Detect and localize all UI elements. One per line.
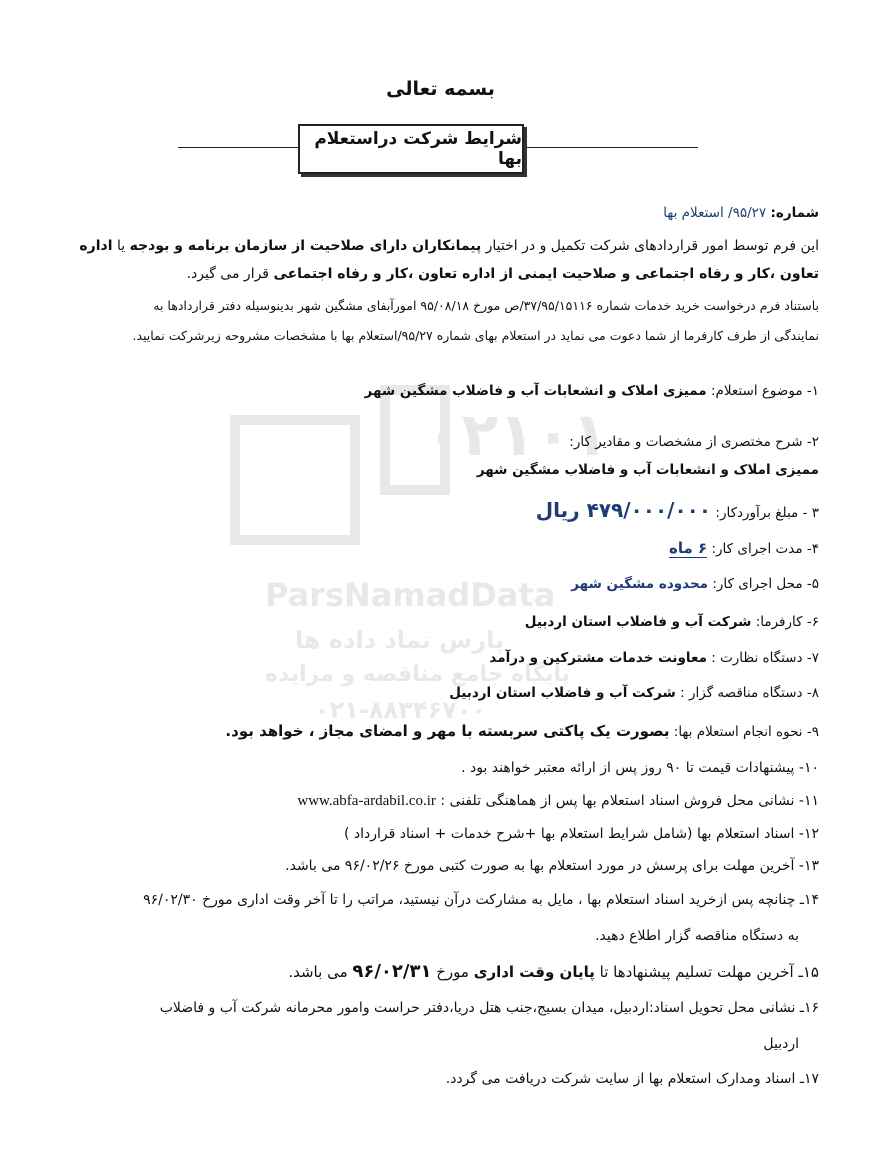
intro-bold: پیمانکاران دارای صلاحیت از سازمان برنامه و بودجه — [129, 238, 482, 254]
number-label: شماره: — [770, 205, 819, 221]
website-link[interactable]: www.abfa-ardabil.co.ir — [297, 793, 436, 809]
item-3 — [536, 498, 819, 522]
intro-text: این فرم توسط امور قراردادهای شرکت تکمیل و در اختیار — [481, 238, 819, 254]
item-label: ۸- دستگاه مناقصه گزار : — [675, 685, 819, 701]
item-bold: پایان وقت اداری — [473, 963, 595, 981]
item-value: معاونت خدمات مشترکین و درآمد — [489, 650, 707, 666]
estimated-amount: ۴۷۹/۰۰۰/۰۰۰ ریال — [535, 498, 712, 522]
intro-line-2 — [187, 266, 819, 282]
item-label: ۶- کارفرما: — [751, 614, 819, 630]
item-16-line-1: ۱۶ـ نشانی محل تحویل اسناد:اردبیل، میدان بسیج،جنب هتل دریا،دفتر حراست وامور محرمانه شرکت آب و فاضلاب — [159, 1000, 819, 1016]
item-6 — [525, 614, 819, 630]
item-15 — [288, 961, 819, 982]
item-11 — [297, 793, 819, 810]
banner-box — [298, 124, 524, 174]
item-10: ۱۰- پیشنهادات قیمت تا ۹۰ روز پس از ارائه معتبر خواهند بود . — [461, 760, 819, 776]
item-9 — [225, 722, 819, 740]
watermark-line1: پارس نماد داده ها — [295, 626, 505, 654]
item-label: ۳ - مبلغ برآوردکار: — [711, 505, 819, 521]
item-label: ۹- نحوه انجام استعلام بها: — [669, 724, 819, 740]
number-value: ۹۵/۲۷/ استعلام بها — [663, 205, 767, 221]
watermark-brand: ParsNamadData — [265, 576, 556, 614]
item-17: ۱۷ـ اسناد ومدارک استعلام بها از سایت شرکت دریافت می گردد. — [445, 1071, 819, 1087]
intro-bold: تعاون ،کار و رفاه اجتماعی و صلاحیت ایمنی از اداره تعاون ،کار و رفاه اجتماعی — [273, 266, 819, 282]
item-label: ۱- موضوع استعلام: — [706, 383, 819, 399]
item-2-label: ۲- شرح مختصری از مشخصات و مقادیر کار: — [569, 434, 819, 450]
item-7 — [489, 650, 819, 666]
banner-text: شرایط شرکت دراستعلام بها — [314, 129, 522, 169]
item-value: ممیزی املاک و انشعابات آب و فاضلاب مشگین شهر — [364, 383, 707, 399]
item-16-line-2: اردبیل — [763, 1036, 799, 1052]
intro-line-4: نمایندگی از طرف کارفرما از شما دعوت می نماید در استعلام بهای شماره ۹۵/۲۷/استعلام بها با مشخصات مشروحه زیرشرکت نمایید. — [132, 328, 819, 343]
item-13: ۱۳- آخرین مهلت برای پرسش در مورد استعلام بها به صورت کتبی مورخ ۹۶/۰۲/۲۶ می باشد. — [285, 858, 819, 874]
item-14-line-1: ۱۴ـ چنانچه پس ازخرید اسناد استعلام بها ، مایل به مشارکت درآن نیستید، مراتب را تا آخر وقت اداری مورخ ۹۶/۰۲/۳۰ — [143, 892, 819, 908]
item-label: ۴- مدت اجرای کار: — [707, 541, 819, 557]
watermark-line3: ۰۲۱-۸۸۳۴۶۷۰۰ — [315, 696, 487, 724]
intro-line-1 — [79, 238, 819, 254]
item-value: شرکت آب و فاضلاب استان اردبیل — [524, 614, 752, 630]
intro-text: قرار می گیرد. — [186, 266, 274, 282]
item-14-line-2: به دستگاه مناقصه گزار اطلاع دهید. — [595, 928, 799, 944]
intro-bold: اداره — [79, 238, 113, 254]
item-text: ۱۵ـ آخرین مهلت تسلیم پیشنهادها تا — [594, 963, 819, 981]
watermark-number: ۰۲۱۰۱ — [425, 400, 609, 470]
deadline-date: ۹۶/۰۲/۳۱ — [352, 961, 432, 982]
document-title: بسمه تعالی — [386, 78, 495, 100]
item-text: مورخ — [431, 963, 474, 981]
intro-text: یا — [112, 238, 130, 254]
item-value: بصورت یک پاکتی سربسته با مهر و امضای مجاز ، خواهد بود. — [225, 722, 670, 740]
item-text: می باشد. — [288, 963, 353, 981]
item-value: شرکت آب و فاضلاب استان اردبیل — [449, 685, 676, 701]
item-4 — [669, 539, 819, 557]
reference-number — [663, 205, 819, 221]
intro-line-3: باستناد فرم درخواست خرید خدمات شماره ۳۷/۹۵/۱۵۱۱۶/ص مورخ ۹۵/۰۸/۱۸ امورآبفای مشگین شهر بدینوسیله دفتر قراردادها به — [153, 298, 819, 313]
watermark-line2: پایگاه جامع مناقصه و مزایده — [265, 662, 570, 687]
item-8 — [449, 685, 819, 701]
duration-value: ۶ ماه — [669, 539, 708, 557]
item-1 — [365, 383, 819, 399]
item-12: ۱۲- اسناد استعلام بها (شامل شرایط استعلام بها +شرح خدمات + اسناد قرارداد ) — [344, 826, 819, 842]
item-label: ۵- محل اجرای کار: — [708, 576, 819, 592]
item-label: ۷- دستگاه نظارت : — [706, 650, 819, 666]
item-value: محدوده مشگین شهر — [571, 576, 709, 592]
item-5 — [571, 576, 819, 592]
item-text: ۱۱- نشانی محل فروش اسناد استعلام بها پس از هماهنگی تلفنی : — [435, 793, 819, 809]
item-2-value: ممیزی املاک و انشعابات آب و فاضلاب مشگین شهر — [476, 462, 819, 478]
